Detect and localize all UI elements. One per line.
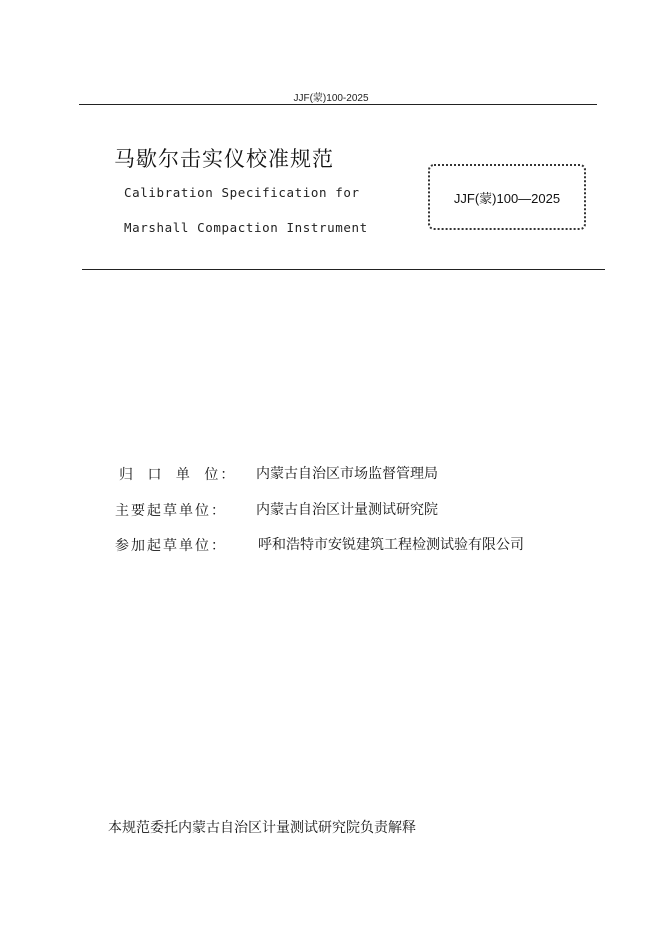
title-english-line-2: Marshall Compaction Instrument [124,220,368,235]
header-rule [79,104,597,105]
header-document-code: JJF(蒙)100-2025 [293,93,369,104]
org-value-main-drafter: 内蒙古自治区计量测试研究院 [256,502,438,518]
footer-interpretation-note: 本规范委托内蒙古自治区计量测试研究院负责解释 [108,820,416,836]
specification-code: JJF(蒙)100—2025 [453,191,561,206]
title-chinese: 马歇尔击实仪校准规范 [114,147,334,171]
title-english-line-1: Calibration Specification for [124,185,360,200]
org-value-participating-drafter: 呼和浩特市安锐建筑工程检测试验有限公司 [258,537,524,553]
org-label-responsible: 归 口 单 位： [119,467,237,483]
org-value-responsible: 内蒙古自治区市场监督管理局 [256,466,438,482]
main-divider-rule [82,269,605,270]
org-label-participating-drafter: 参加起草单位： [115,538,227,554]
org-label-main-drafter: 主要起草单位： [115,503,227,519]
